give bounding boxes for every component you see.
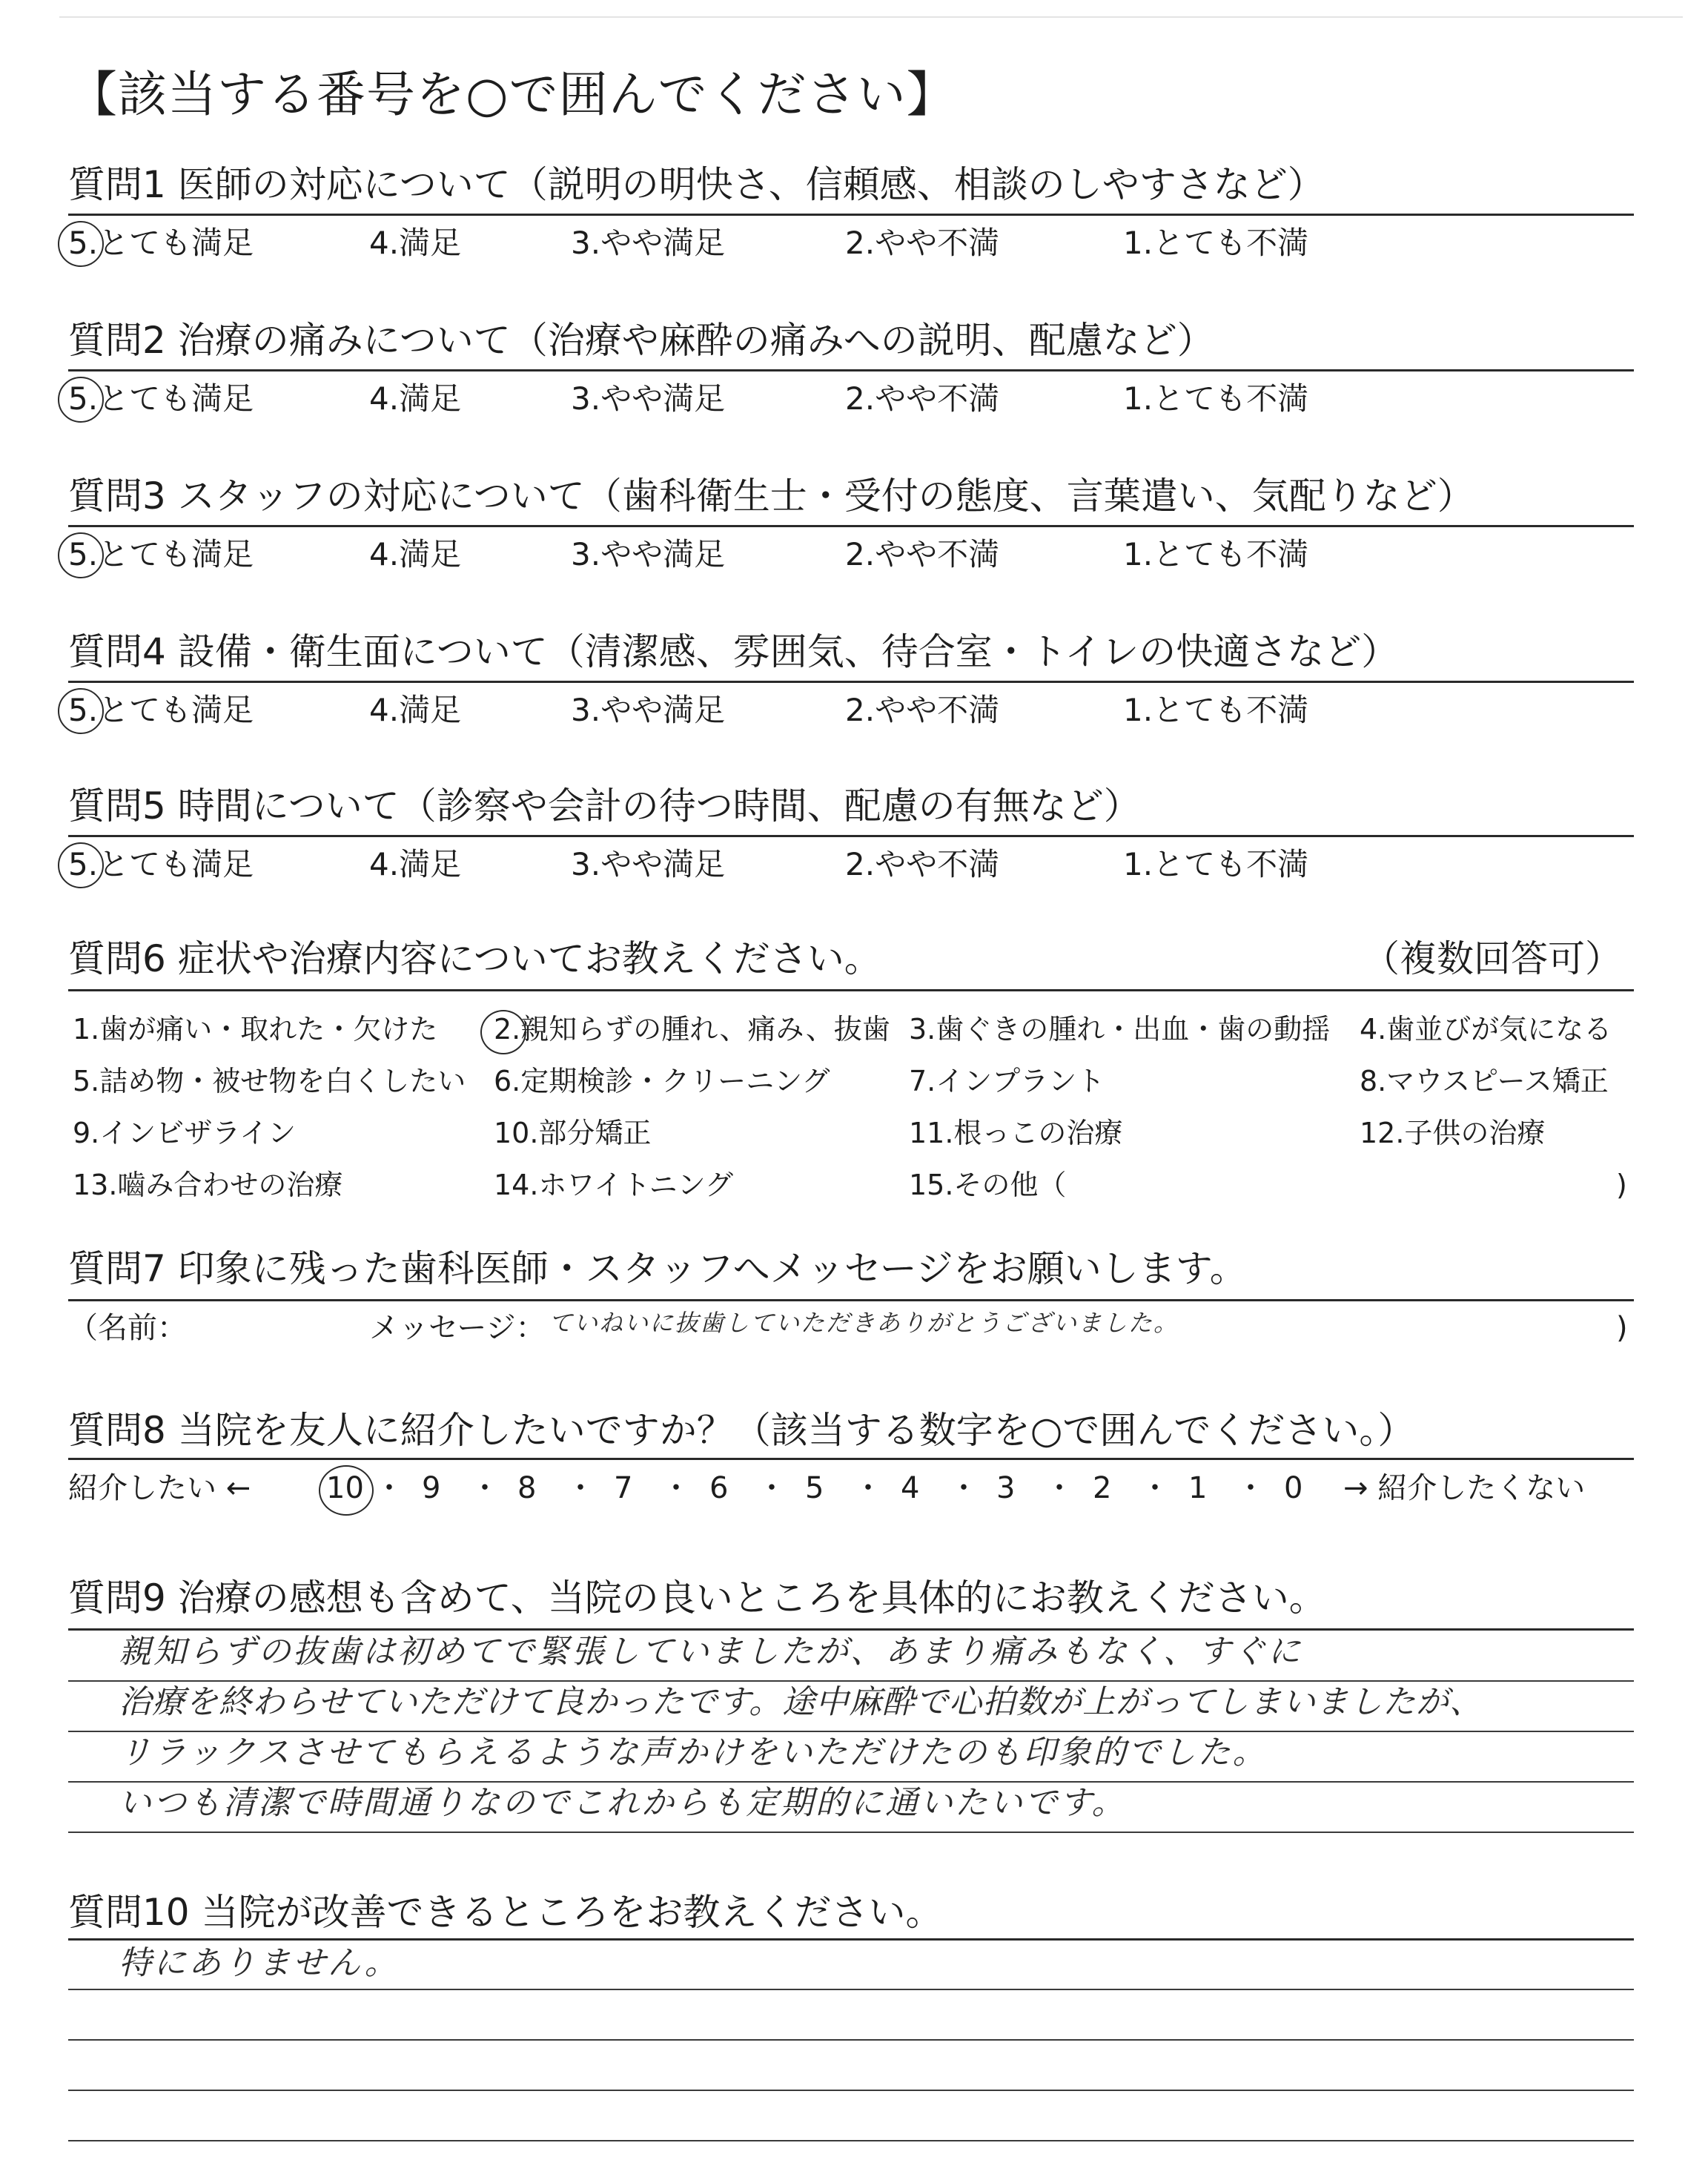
q8-scale-value[interactable]: 3: [996, 1471, 1016, 1505]
q9-answer-line: リラックスさせてもらえるような声かけをいただけたのも印象的でした。: [119, 1734, 1268, 1771]
q6-option[interactable]: 7.インプラント: [909, 1065, 1105, 1097]
q3-rating-option[interactable]: 5.とても満足: [68, 536, 254, 572]
q3-rating-option[interactable]: 3.やや満足: [571, 536, 726, 572]
q8-scale-separator: ・: [661, 1471, 691, 1505]
q5-title: 質問5 時間について（診察や会計の待つ時間、配慮の有無など）: [68, 785, 1141, 828]
q8-scale-separator: ・: [1140, 1471, 1170, 1505]
q3-rule: [68, 525, 1634, 527]
q8-scale-value[interactable]: 10: [326, 1471, 364, 1505]
q6-selected-circle: [480, 1010, 526, 1054]
q5-selected-circle: [58, 842, 104, 888]
q2-selected-circle: [58, 377, 104, 423]
q8-scale-separator: ・: [757, 1471, 787, 1505]
q6-option[interactable]: 5.詰め物・被せ物を白くしたい: [73, 1065, 466, 1097]
q2-rating-option[interactable]: 4.満足: [369, 380, 462, 417]
q8-scale-separator: ・: [949, 1471, 979, 1505]
q1-rating-option[interactable]: 5.とても満足: [68, 225, 254, 261]
q10-rule: [68, 1938, 1634, 1941]
q6-option[interactable]: 9.インビザライン: [73, 1117, 297, 1149]
q6-option[interactable]: 10.部分矯正: [494, 1117, 652, 1149]
q2-rating-option[interactable]: 1.とても不満: [1123, 380, 1309, 417]
q7-title: 質問7 印象に残った歯科医師・スタッフへメッセージをお願いします。: [68, 1247, 1247, 1290]
q6-option[interactable]: 6.定期検診・クリーニング: [494, 1065, 830, 1097]
q8-left-label: 紹介したい ←: [68, 1471, 251, 1505]
q3-rating-option[interactable]: 2.やや不満: [845, 536, 1000, 572]
q7-rule: [68, 1299, 1634, 1301]
q6-option[interactable]: 3.歯ぐきの腫れ・出血・歯の動揺: [909, 1013, 1331, 1046]
q4-rule: [68, 681, 1634, 683]
q5-rating-option[interactable]: 5.とても満足: [68, 846, 254, 882]
q5-rule: [68, 835, 1634, 837]
q3-selected-circle: [58, 532, 104, 578]
q9-answer-line: いつも清潔で時間通りなのでこれからも定期的に通いたいです。: [119, 1784, 1127, 1822]
q7-name-label: （名前：: [68, 1311, 187, 1345]
q1-rating-option[interactable]: 3.やや満足: [571, 225, 726, 261]
q6-rule: [68, 989, 1634, 991]
q2-title: 質問2 治療の痛みについて（治療や麻酔の痛みへの説明、配慮など）: [68, 319, 1214, 362]
q6-option[interactable]: 1.歯が痛い・取れた・欠けた: [73, 1013, 438, 1046]
q5-rating-option[interactable]: 3.やや満足: [571, 846, 726, 882]
q6-other-close-paren: ): [1616, 1169, 1627, 1201]
q2-rating-option[interactable]: 2.やや不満: [845, 380, 1000, 417]
q8-selected-circle: [319, 1465, 374, 1516]
q8-scale-separator: ・: [470, 1471, 500, 1505]
q8-scale-separator: ・: [374, 1471, 404, 1505]
q6-option[interactable]: 15.その他（: [909, 1169, 1067, 1201]
q6-option[interactable]: 13.嚙み合わせの治療: [73, 1169, 343, 1201]
q10-line-2: [68, 2039, 1634, 2041]
q6-option[interactable]: 14.ホワイトニング: [494, 1169, 734, 1201]
q8-scale-value[interactable]: 0: [1284, 1471, 1303, 1505]
q7-message-handwritten: ていねいに抜歯していただきありがとうございました。: [549, 1309, 1179, 1337]
q3-rating-option[interactable]: 4.満足: [369, 536, 462, 572]
q4-selected-circle: [58, 688, 104, 734]
q8-scale-value[interactable]: 4: [901, 1471, 920, 1505]
q7-close-paren: ): [1616, 1311, 1628, 1345]
q2-rating-option[interactable]: 3.やや満足: [571, 380, 726, 417]
q8-scale-value[interactable]: 1: [1188, 1471, 1208, 1505]
q8-scale-value[interactable]: 8: [517, 1471, 537, 1505]
q5-rating-option[interactable]: 2.やや不満: [845, 846, 1000, 882]
q1-rating-option[interactable]: 2.やや不満: [845, 225, 1000, 261]
q9-rule: [68, 1628, 1634, 1631]
q10-title: 質問10 当院が改善できるところをお教えください。: [68, 1891, 943, 1934]
q9-title: 質問9 治療の感想も含めて、当院の良いところを具体的にお教えください。: [68, 1576, 1326, 1619]
q9-line-4: [68, 1832, 1634, 1833]
q6-option[interactable]: 12.子供の治療: [1360, 1117, 1546, 1149]
page-title: 【該当する番号を○で囲んでください】: [68, 66, 956, 123]
q8-scale-value[interactable]: 9: [422, 1471, 441, 1505]
q10-answer-line: 特にありません。: [119, 1944, 400, 1982]
q8-scale-value[interactable]: 6: [709, 1471, 729, 1505]
q1-title: 質問1 医師の対応について（説明の明快さ、信頼感、相談のしやすさなど）: [68, 163, 1325, 206]
q10-line-4: [68, 2140, 1634, 2141]
q4-rating-option[interactable]: 3.やや満足: [571, 692, 726, 728]
q8-scale-value[interactable]: 2: [1093, 1471, 1112, 1505]
q4-rating-option[interactable]: 2.やや不満: [845, 692, 1000, 728]
q2-rating-option[interactable]: 5.とても満足: [68, 380, 254, 417]
q5-rating-option[interactable]: 1.とても不満: [1123, 846, 1309, 882]
q8-right-label: → 紹介したくない: [1343, 1471, 1586, 1505]
q9-answer-line: 治療を終わらせていただけて良かったです。途中麻酔で心拍数が上がってしまいましたが、: [119, 1683, 1483, 1721]
q2-rule: [68, 369, 1634, 371]
q8-rule: [68, 1458, 1634, 1460]
q4-title: 質問4 設備・衛生面について（清潔感、雰囲気、待合室・トイレの快適さなど）: [68, 630, 1399, 673]
q9-answer-line: 親知らずの抜歯は初めてで緊張していましたが、あまり痛みもなく、すぐに: [119, 1633, 1303, 1671]
q4-rating-option[interactable]: 1.とても不満: [1123, 692, 1309, 728]
q1-rating-option[interactable]: 1.とても不満: [1123, 225, 1309, 261]
q3-title: 質問3 スタッフの対応について（歯科衛生士・受付の態度、言葉遣い、気配りなど）: [68, 475, 1474, 518]
q3-rating-option[interactable]: 1.とても不満: [1123, 536, 1309, 572]
q8-scale-separator: ・: [566, 1471, 595, 1505]
q6-option[interactable]: 8.マウスピース矯正: [1360, 1065, 1609, 1097]
q1-rule: [68, 214, 1634, 216]
q4-rating-option[interactable]: 5.とても満足: [68, 692, 254, 728]
q6-option[interactable]: 11.根っこの治療: [909, 1117, 1123, 1149]
q8-scale-separator: ・: [1045, 1471, 1074, 1505]
q8-scale-separator: ・: [853, 1471, 883, 1505]
q1-rating-option[interactable]: 4.満足: [369, 225, 462, 261]
q4-rating-option[interactable]: 4.満足: [369, 692, 462, 728]
q10-line-1: [68, 1989, 1634, 1990]
q8-scale-separator: ・: [1236, 1471, 1265, 1505]
q1-selected-circle: [58, 221, 104, 267]
q6-option[interactable]: 2.親知らずの腫れ、痛み、抜歯: [494, 1013, 890, 1046]
q7-message-label: メッセージ：: [369, 1311, 546, 1345]
q5-rating-option[interactable]: 4.満足: [369, 846, 462, 882]
q8-title: 質問8 当院を友人に紹介したいですか？（該当する数字を○で囲んでください。）: [68, 1409, 1415, 1452]
q6-option[interactable]: 4.歯並びが気になる: [1360, 1013, 1612, 1046]
q8-scale-value[interactable]: 5: [805, 1471, 824, 1505]
top-edge-line: [59, 16, 1683, 18]
q6-multiple-note: （複数回答可）: [1363, 937, 1622, 980]
q10-line-3: [68, 2090, 1634, 2091]
q6-title: 質問6 症状や治療内容についてお教えください。: [68, 937, 881, 980]
q8-scale-value[interactable]: 7: [614, 1471, 633, 1505]
